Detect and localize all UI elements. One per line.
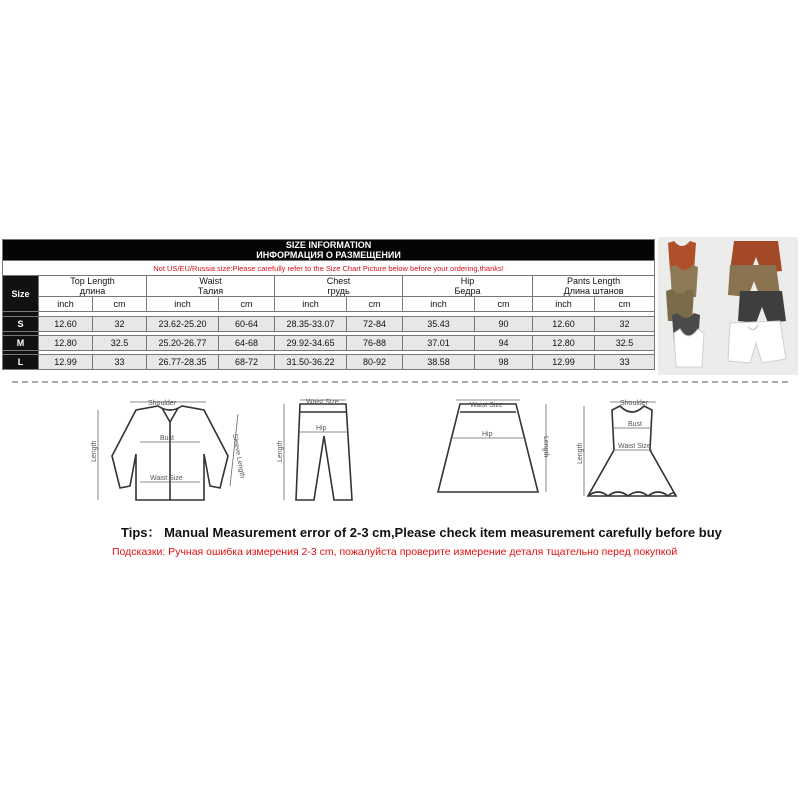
unit-cm: cm bbox=[347, 297, 403, 312]
size-label: L bbox=[3, 355, 39, 370]
column-header-top-length: Top Length длина bbox=[39, 276, 147, 297]
unit-cm: cm bbox=[93, 297, 147, 312]
table-cell: 90 bbox=[475, 317, 533, 332]
length-label: Length bbox=[91, 440, 98, 462]
size-label: M bbox=[3, 336, 39, 351]
table-cell: 37.01 bbox=[403, 336, 475, 351]
table-cell: 60-64 bbox=[219, 317, 275, 332]
table-row bbox=[3, 317, 655, 332]
table-cell: 64-68 bbox=[219, 336, 275, 351]
unit-inch: inch bbox=[147, 297, 219, 312]
table-cell: 68-72 bbox=[219, 355, 275, 370]
table-cell: 29.92-34.65 bbox=[275, 336, 347, 351]
table-cell: 25.20-26.77 bbox=[147, 336, 219, 351]
dashed-divider bbox=[12, 381, 788, 383]
table-cell: 28.35-33.07 bbox=[275, 317, 347, 332]
column-header-pants-length: Pants Length Длина штанов bbox=[533, 276, 655, 297]
length-label: Length bbox=[577, 442, 584, 464]
column-header-chest: Chest грудь bbox=[275, 276, 403, 297]
column-header-hip: Hip Бедра bbox=[403, 276, 533, 297]
size-note: Not US/EU/Russia size:Please carefully refer to the Size Chart Picture below before your ordering,thanks! bbox=[3, 261, 655, 276]
table-cell: 31.50-36.22 bbox=[275, 355, 347, 370]
table-cell: 33 bbox=[93, 355, 147, 370]
table-cell: 80-92 bbox=[347, 355, 403, 370]
skirt-diagram bbox=[420, 396, 560, 508]
table-cell: 98 bbox=[475, 355, 533, 370]
sleeve-label: Sleeve Length bbox=[230, 433, 246, 479]
table-title: SIZE INFORMATION ИНФОРМАЦИЯ О РАЗМЕЩЕНИИ bbox=[3, 240, 655, 261]
hip-label: Hip bbox=[316, 425, 327, 432]
table-cell: 38.58 bbox=[403, 355, 475, 370]
table-cell: 12.60 bbox=[533, 317, 595, 332]
hip-label: Hip bbox=[482, 431, 493, 438]
bust-label: Bust bbox=[628, 421, 643, 428]
table-cell: 12.60 bbox=[39, 317, 93, 332]
table-cell: 26.77-28.35 bbox=[147, 355, 219, 370]
table-cell: 12.99 bbox=[39, 355, 93, 370]
table-cell: 12.80 bbox=[533, 336, 595, 351]
table-row bbox=[3, 355, 655, 370]
unit-cm: cm bbox=[595, 297, 655, 312]
column-header-waist: Waist Талия bbox=[147, 276, 275, 297]
unit-inch: inch bbox=[403, 297, 475, 312]
pants-diagram bbox=[270, 396, 370, 508]
unit-cm: cm bbox=[219, 297, 275, 312]
table-cell: 32 bbox=[93, 317, 147, 332]
tips-text: Tips： Manual Measurement error of 2-3 cm,Please check item measurement carefully before buy bbox=[121, 525, 722, 540]
shirt-diagram bbox=[90, 396, 250, 508]
waist-label: Waist Size bbox=[150, 475, 183, 482]
table-cell: 12.80 bbox=[39, 336, 93, 351]
waist-label: Waist Size bbox=[306, 399, 339, 406]
unit-inch: inch bbox=[533, 297, 595, 312]
bust-label: Bust bbox=[160, 435, 175, 442]
table-cell: 76-88 bbox=[347, 336, 403, 351]
dress-diagram bbox=[577, 396, 690, 508]
table-cell: 94 bbox=[475, 336, 533, 351]
length-label: Length bbox=[542, 436, 549, 458]
shoulder-label: Shoulder bbox=[148, 400, 177, 407]
waist-label: Waist Size bbox=[470, 402, 503, 409]
tips-text-ru: Подсказки: Ручная ошибка измерения 2-3 cm, пожалуйста проверите измерение деталя тщательно перед покупкой bbox=[112, 546, 678, 558]
table-cell: 32.5 bbox=[93, 336, 147, 351]
table-cell: 35.43 bbox=[403, 317, 475, 332]
table-cell: 23.62-25.20 bbox=[147, 317, 219, 332]
unit-cm: cm bbox=[475, 297, 533, 312]
size-label: S bbox=[3, 317, 39, 332]
waist-label: Waist Size bbox=[618, 443, 651, 450]
size-column-header: Size bbox=[3, 276, 39, 312]
table-cell: 32.5 bbox=[595, 336, 655, 351]
table-cell: 72-84 bbox=[347, 317, 403, 332]
table-cell: 12.99 bbox=[533, 355, 595, 370]
table-cell: 33 bbox=[595, 355, 655, 370]
unit-inch: inch bbox=[275, 297, 347, 312]
table-row bbox=[3, 336, 655, 351]
product-photo bbox=[658, 237, 798, 375]
unit-inch: inch bbox=[39, 297, 93, 312]
shoulder-label: Shoulder bbox=[620, 400, 649, 407]
size-chart-table bbox=[2, 239, 655, 370]
length-label: Length bbox=[277, 440, 284, 462]
table-cell: 32 bbox=[595, 317, 655, 332]
